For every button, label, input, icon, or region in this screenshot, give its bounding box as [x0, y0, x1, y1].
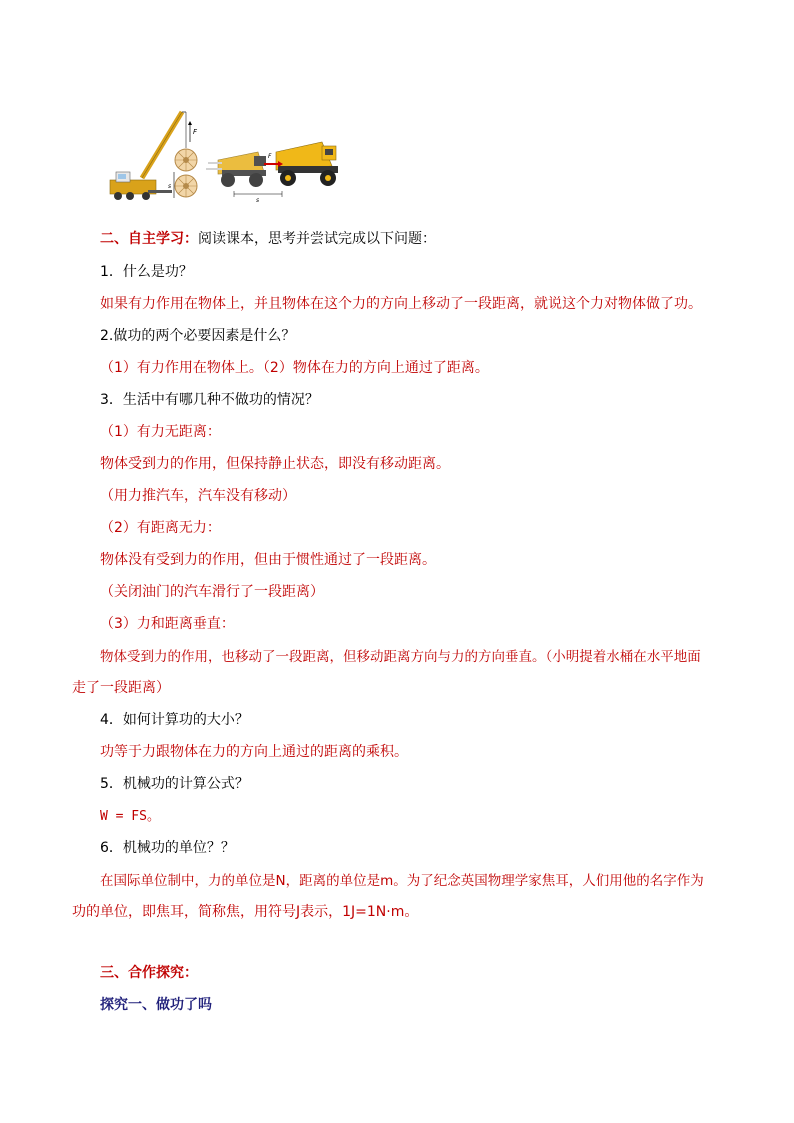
physics-illustration	[108, 108, 344, 208]
section2-line	[100, 228, 436, 248]
question-4: 4．如何计算功的大小？	[100, 712, 249, 728]
question-2: 2.做功的两个必要因素是什么？	[100, 328, 296, 344]
answer-4: 功等于力跟物体在力的方向上通过的距离的乘积。	[100, 744, 408, 760]
case-2-description: 物体没有受到力的作用，但由于惯性通过了一段距离。	[100, 552, 436, 568]
answer-2: （1）有力作用在物体上。（2）物体在力的方向上通过了距离。	[100, 360, 489, 376]
section2-intro: 阅读课本，思考并尝试完成以下问题：	[198, 231, 436, 247]
cable-reel-lower	[175, 175, 197, 197]
question-5: 5．机械功的计算公式？	[100, 776, 249, 792]
case-1-title: （1）有力无距离：	[100, 424, 221, 440]
question-1: 1．什么是功？	[100, 264, 193, 280]
case-3-description-line2: 走了一段距离）	[72, 680, 170, 696]
case-1-description: 物体受到力的作用，但保持静止状态，即没有移动距离。	[100, 456, 450, 472]
force-label-truck: F	[268, 153, 272, 160]
distance-label-crane: s	[168, 183, 172, 190]
dump-truck-left	[206, 152, 266, 187]
question-6: 6．机械功的单位？？	[100, 840, 235, 856]
answer-6-line1: 在国际单位制中，力的单位是N，距离的单位是m。为了纪念英国物理学家焦耳，人们用他的名字作为	[100, 873, 704, 889]
dump-truck-right	[276, 142, 338, 186]
answer-5: W = FS。	[100, 809, 160, 824]
case-3-description-line1: 物体受到力的作用，也移动了一段距离，但移动距离方向与力的方向垂直。（小明提着水桶在水平地面	[100, 649, 701, 665]
force-label-crane: F	[193, 128, 198, 136]
section3-heading: 三、合作探究：	[100, 965, 198, 981]
cable-reel-upper	[175, 149, 197, 171]
section3-subheading-1: 探究一、做功了吗	[100, 997, 212, 1013]
distance-label-truck: s	[256, 197, 260, 204]
section2-heading: 二、自主学习：	[100, 231, 198, 247]
answer-6-line2: 功的单位，即焦耳，简称焦，用符号J表示，1J=1N·m。	[72, 904, 419, 920]
case-1-example: （用力推汽车，汽车没有移动）	[100, 488, 296, 504]
case-3-title: （3）力和距离垂直：	[100, 616, 235, 632]
case-2-example: （关闭油门的汽车滑行了一段距离）	[100, 584, 324, 600]
question-3: 3．生活中有哪几种不做功的情况？	[100, 392, 319, 408]
case-2-title: （2）有距离无力：	[100, 520, 221, 536]
answer-1: 如果有力作用在物体上，并且物体在这个力的方向上移动了一段距离，就说这个力对物体做了功。	[100, 296, 702, 312]
